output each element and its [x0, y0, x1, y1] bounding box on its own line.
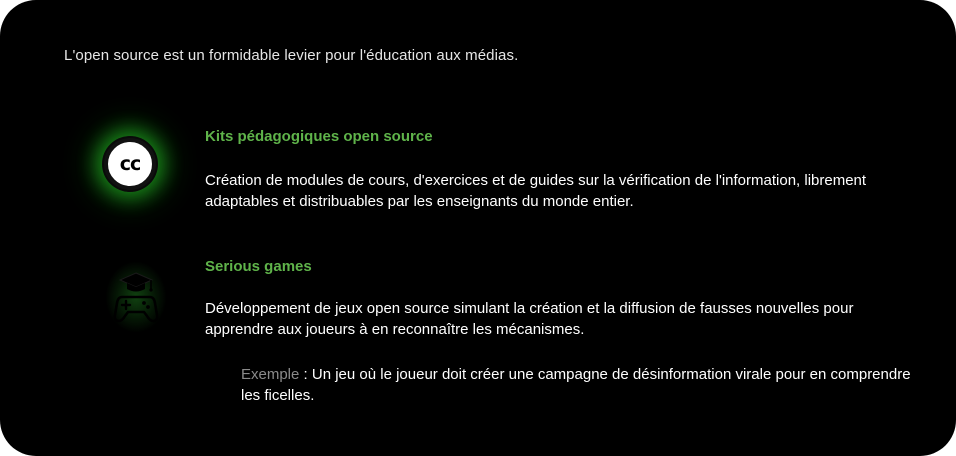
example-text [241, 364, 921, 406]
gamepad-svg [108, 267, 164, 327]
section-title-serious-games: Serious games [205, 258, 312, 275]
creative-commons-icon [94, 128, 166, 200]
section-title-kits: Kits pédagogiques open source [205, 128, 433, 145]
section-body-kits: Création de modules de cours, d'exercices et de guides sur la vérification de l'information, librement adaptables et distribuables par les enseignants du monde entier. [205, 172, 867, 210]
cc-badge: cc [104, 138, 156, 190]
example-label: Exemple [241, 366, 300, 383]
section-body-serious-games: Développement de jeux open source simulant la création et la diffusion de fausses nouvelles pour apprendre aux joueurs à en reconnaître les mécanismes. [205, 300, 854, 338]
gamepad-graduation-icon [106, 262, 166, 332]
intro-text: L'open source est un formidable levier pour l'éducation aux médias. [64, 47, 519, 64]
example-description: : Un jeu où le joueur doit créer une campagne de désinformation virale pour en comprendre les ficelles. [241, 366, 911, 404]
